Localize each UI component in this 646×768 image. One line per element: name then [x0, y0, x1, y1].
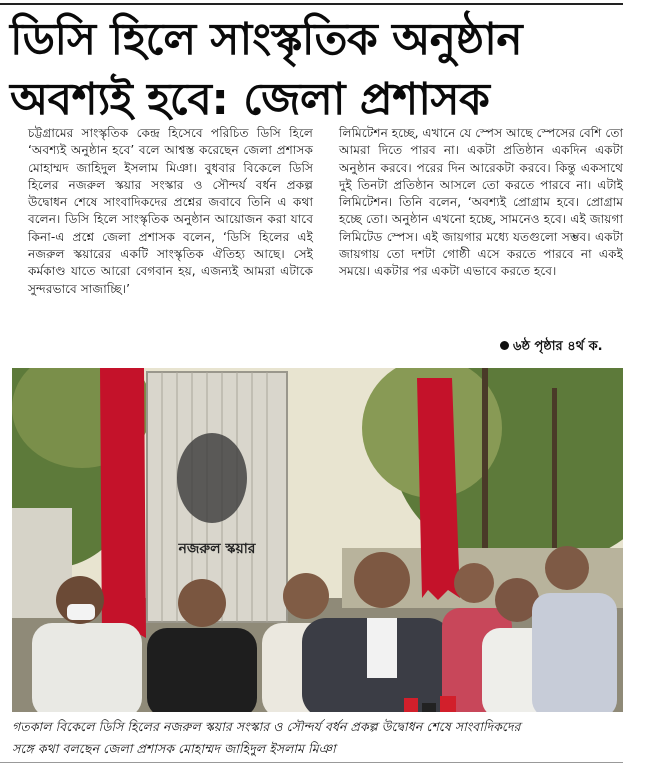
person-red-shirt-head [454, 563, 494, 603]
bullet-icon [500, 341, 509, 350]
face-mask [67, 604, 95, 620]
person-bearded-head [283, 573, 329, 619]
headline [10, 10, 622, 130]
person-blue-shirt-body [532, 593, 617, 712]
caption-line-2: সঙ্গে কথা বলছেন জেলা প্রশাসক মোহাম্মদ জাহিদুল ইসলাম মিঞা [12, 741, 336, 756]
continuation-note [500, 337, 603, 358]
body-column-left: চট্টগ্রামের সাংস্কৃতিক কেন্দ্র হিসেবে পরিচিত ডিসি হিলে ‘অবশ্যই অনুষ্ঠান হবে’ বলে আশ্বস্ত করেছেন জেলা প্রশাসক মোহাম্মদ জাহিদুল ইসলাম মিঞা। বুধবার বিকেলে ডিসি হিলের নজরুল স্কয়ার সংস্কার ও সৌন্দর্য বর্ধন প্রকল্প উদ্বোধন শেষে সাংবাদিকদের প্রশ্নের জবাবে তিনি এ কথা বলেন। ডিসি হিলে সাংস্কৃতিক অনুষ্ঠান আয়োজন করা যাবে কিনা-এ প্রশ্নে জেলা প্রশাসক বলেন, ‘ডিসি হিলের এই নজরুল স্কয়ারের একটি সাংস্কৃতিক ঐতিহ্য আছে। সেই কর্মকাণ্ড যাতে আরো বেগবান হয়, এজন্যই আমরা এটাকে সুন্দরভাবে সাজাচ্ছি।’ [28, 126, 313, 296]
dc-shirt [367, 618, 397, 678]
portrait-silhouette [177, 433, 247, 523]
person-black-shirt-head [178, 579, 226, 627]
news-photo [12, 368, 623, 712]
microphone-red-2 [440, 696, 456, 712]
person-blue-shirt-head [545, 546, 589, 590]
dc-head [354, 552, 410, 608]
headline-line-2: অবশ্যই হবে: জেলা প্রশাসক [10, 74, 490, 125]
curtain-left [100, 368, 146, 640]
caption-line-1: গতকাল বিকেলে ডিসি হিলের নজরুল স্কয়ার সংস্কার ও সৌন্দর্য বর্ধন প্রকল্প উদ্বোধন শেষে সাংবাদিকদের [12, 719, 521, 734]
continuation-text: ৬ষ্ঠ পৃষ্ঠার ৪র্থ ক. [513, 339, 603, 354]
person-black-shirt-body [147, 628, 257, 712]
person-masked-body [32, 623, 142, 712]
body-column-right: লিমিটেশন হচ্ছে, এখানে যে স্পেস আছে স্পেসের বেশি তো আমরা দিতে পারব না। একটা প্রতিষ্ঠান একদিন একটা অনুষ্ঠান করবে। পরের দিন আরেকটা করবে। কিন্তু একসাথে দুই তিনটা প্রতিষ্ঠান আসলে তো করতে পারবে না। এটাই লিমিটেশন। তিনি বলেন, ‘অবশ্যই প্রোগ্রাম হবে। প্রোগ্রাম হচ্ছে তো। অনুষ্ঠান এখনো হচ্ছে, সামনেও হবে। এই জায়গা লিমিটেড স্পেস। এই জায়গার মধ্যে যতগুলো সম্ভব। একটা জায়গায় তো দশটা গোষ্ঠী এসে করতে পারবে না একই সময়ে। একটার পর একটা এভাবে করতে হবে। [339, 126, 623, 279]
monument-sign-text: নজরুল স্কয়ার [178, 541, 256, 557]
photo-illustration [12, 368, 623, 712]
bottom-rule [0, 762, 623, 763]
microphone-red [404, 698, 418, 712]
microphone-black [422, 703, 436, 712]
headline-line-1: ডিসি হিলে সাংস্কৃতিক অনুষ্ঠান [10, 14, 523, 65]
photo-caption [12, 716, 623, 760]
top-rule [0, 3, 623, 5]
